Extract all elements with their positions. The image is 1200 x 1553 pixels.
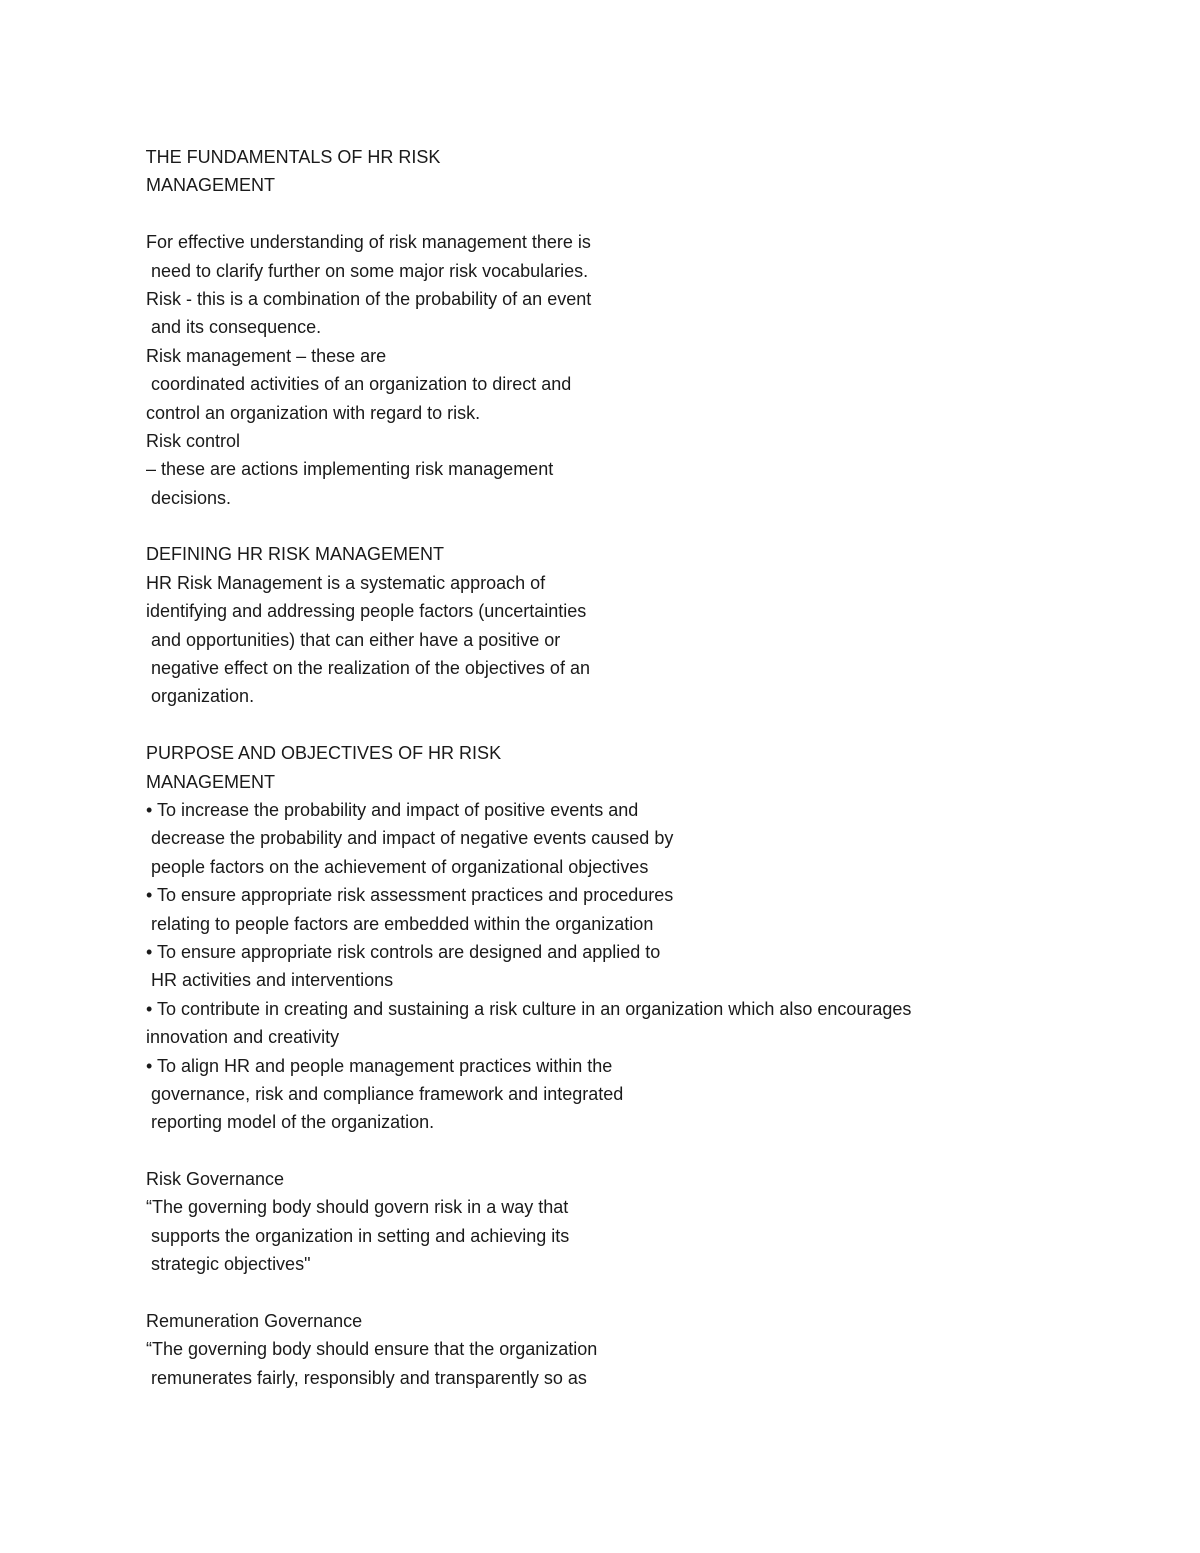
text-block	[141, 143, 1141, 200]
text-line: • To increase the probability and impact of positive events and	[141, 799, 639, 820]
text-line: THE FUNDAMENTALS OF HR RISK	[141, 147, 441, 167]
text-line: MANAGEMENT	[141, 175, 276, 196]
text-line: HR Risk Management is a systematic approach of	[141, 572, 546, 593]
text-line: innovation and creativity	[141, 1027, 340, 1048]
text-line: Risk control	[141, 430, 241, 451]
text-line: “The governing body should govern risk in a way that	[141, 1197, 569, 1218]
text-line: governance, risk and compliance framework and integrated	[141, 1083, 624, 1104]
text-line: • To contribute in creating and sustaining a risk culture in an organization which also encourages	[141, 998, 912, 1019]
text-line: need to clarify further on some major risk vocabularies.	[141, 260, 589, 281]
text-line: – these are actions implementing risk management	[141, 459, 554, 480]
paragraph-gap	[141, 711, 1141, 739]
text-line: • To ensure appropriate risk assessment practices and procedures	[141, 885, 674, 906]
text-line: control an organization with regard to risk.	[141, 402, 481, 423]
text-line: and opportunities) that can either have a positive or	[141, 629, 561, 650]
paragraph-gap	[141, 200, 1141, 228]
text-line: decrease the probability and impact of negative events caused by	[141, 828, 674, 849]
paragraph-gap	[141, 1137, 1141, 1165]
text-line: For effective understanding of risk management there is	[141, 232, 591, 253]
text-block	[141, 540, 1141, 710]
text-block	[141, 739, 1141, 1136]
text-line: supports the organization in setting and achieving its	[141, 1225, 570, 1246]
text-line: coordinated activities of an organization to direct and	[141, 374, 572, 395]
text-line: remunerates fairly, responsibly and transparently so as	[141, 1367, 587, 1388]
text-line: • To ensure appropriate risk controls are designed and applied to	[141, 941, 661, 962]
text-line: people factors on the achievement of organizational objectives	[141, 856, 649, 877]
text-block	[141, 1307, 1141, 1392]
text-line: and its consequence.	[141, 317, 322, 338]
text-line: organization.	[141, 686, 255, 707]
text-line: Risk Governance	[141, 1169, 285, 1190]
text-block	[141, 1165, 1141, 1279]
paragraph-gap	[141, 512, 1141, 540]
text-line: Risk management – these are	[141, 345, 387, 366]
text-line: strategic objectives"	[141, 1254, 311, 1275]
paragraph-gap	[141, 1279, 1141, 1307]
text-line: PURPOSE AND OBJECTIVES OF HR RISK	[141, 743, 502, 764]
text-line: negative effect on the realization of the objectives of an	[141, 658, 590, 679]
text-line: decisions.	[141, 487, 232, 508]
text-line: MANAGEMENT	[141, 771, 276, 792]
document-body	[141, 143, 1141, 1392]
text-line: reporting model of the organization.	[141, 1112, 435, 1133]
text-block	[141, 228, 1141, 512]
text-line: DEFINING HR RISK MANAGEMENT	[141, 544, 445, 565]
text-line: “The governing body should ensure that the organization	[141, 1339, 598, 1360]
text-line: Risk - this is a combination of the probability of an event	[141, 288, 592, 309]
text-line: relating to people factors are embedded within the organization	[141, 913, 654, 934]
text-line: Remuneration Governance	[141, 1311, 363, 1332]
text-line: HR activities and interventions	[141, 970, 394, 991]
text-line: identifying and addressing people factors (uncertainties	[141, 601, 587, 622]
text-line: • To align HR and people management practices within the	[141, 1055, 613, 1076]
